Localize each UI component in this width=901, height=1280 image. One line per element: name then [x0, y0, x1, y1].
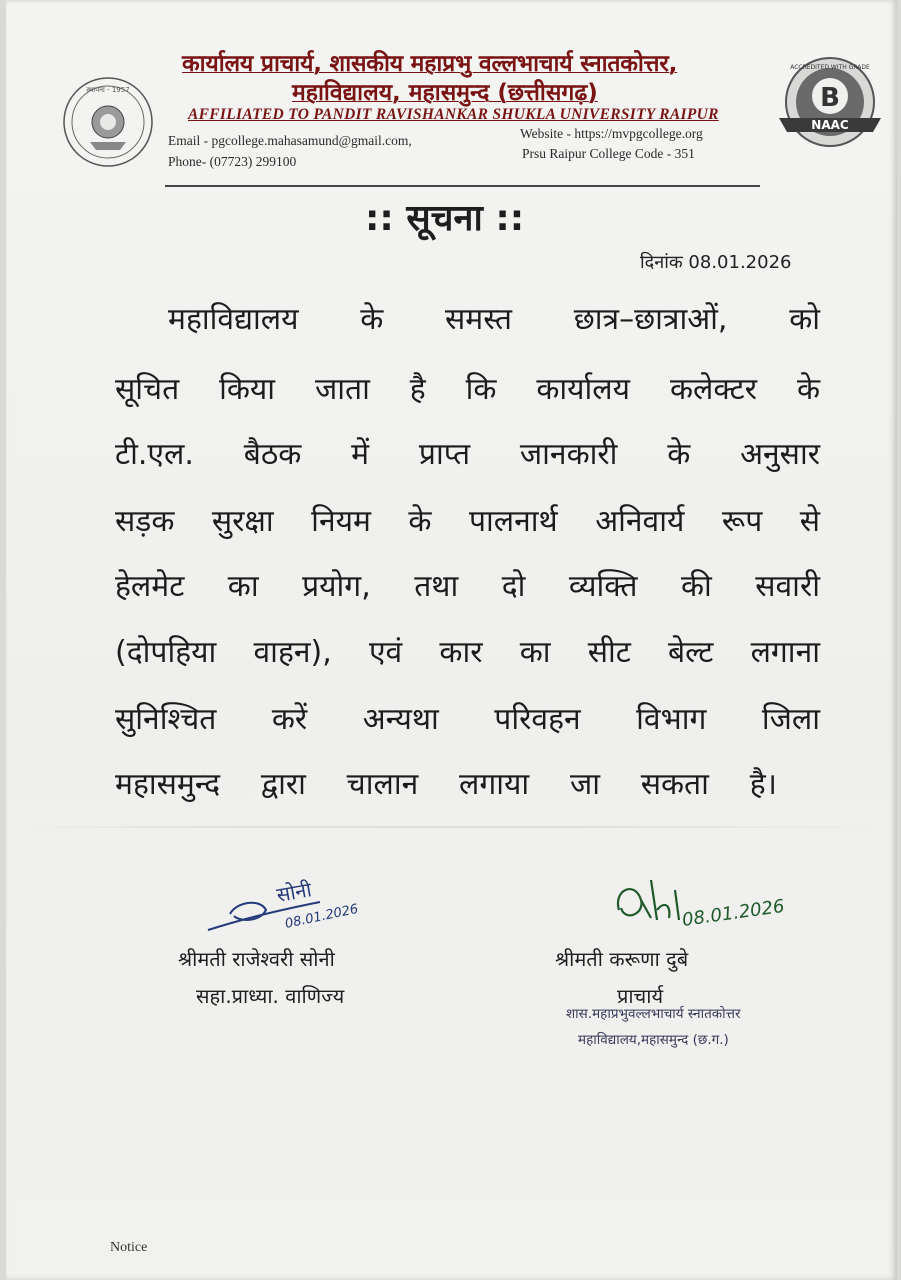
body-line: महाविद्यालय के समस्त छात्र–छात्राओं, को — [168, 302, 820, 337]
college-logo — [60, 70, 160, 180]
phone-text: Phone- (07723) 299100 — [168, 154, 297, 169]
right-signatory-designation: प्राचार्य — [617, 984, 664, 1008]
body-line: टी.एल. बैठक में प्राप्त जानकारी के अनुसार — [115, 437, 820, 472]
notice-title: :: सूचना :: — [365, 198, 525, 239]
body-line: सूचित किया जाता है कि कार्यालय कलेक्टर के — [115, 372, 820, 407]
college-stamp-line1: शास.महाप्रभुवल्लभाचार्य स्नातकोत्तर — [566, 1006, 741, 1022]
body-line: (दोपहिया वाहन), एवं कार का सीट बेल्ट लगाना — [115, 635, 820, 670]
affiliation-line: AFFILIATED TO PANDIT RAVISHANKAR SHUKLA UNIVERSITY RAIPUR — [188, 106, 719, 123]
header-office-line: कार्यालय प्राचार्य, शासकीय महाप्रभु वल्लभाचार्य स्नातकोत्तर, — [182, 51, 678, 77]
left-handwritten-date: 08.01.2026 — [283, 901, 360, 932]
college-stamp-line2: महाविद्यालय,महासमुन्द (छ.ग.) — [578, 1032, 729, 1048]
naac-logo — [775, 52, 885, 162]
right-signatory-name: श्रीमती करूणा दुबे — [555, 947, 689, 971]
website-text: Website - https://mvpgcollege.org — [520, 126, 703, 141]
notice-date: दिनांक 08.01.2026 — [640, 252, 792, 273]
footer-label: Notice — [110, 1240, 148, 1255]
left-signatory-designation: सहा.प्राध्या. वाणिज्य — [196, 984, 345, 1008]
header-college-line: महाविद्यालय, महासमुन्द (छत्तीसगढ़) — [292, 80, 598, 106]
body-line: सड़क सुरक्षा नियम के पालनार्थ अनिवार्य रूप से — [115, 504, 820, 539]
left-signature — [200, 872, 390, 942]
body-line: हेलमेट का प्रयोग, तथा दो व्यक्ति की सवारी — [115, 569, 820, 604]
email-text: Email - pgcollege.mahasamund@gmail.com, — [168, 133, 412, 148]
naac-ring-text: ACCREDITED WITH GRADE — [790, 64, 870, 71]
right-handwritten-date: 08.01.2026 — [680, 895, 786, 931]
naac-grade: B — [820, 83, 840, 113]
naac-label: NAAC — [811, 118, 849, 132]
logo-founded-text: स्थापना - 1957 — [86, 86, 130, 94]
body-line: सुनिश्चित करें अन्यथा परिवहन विभाग जिला — [115, 702, 820, 737]
left-handwritten-name: सोनी — [274, 877, 314, 907]
right-signature — [605, 870, 805, 940]
header-divider — [165, 185, 760, 187]
body-line: महासमुन्द द्वारा चालान लगाया जा सकता है। — [115, 767, 777, 802]
paper-fold — [20, 826, 890, 828]
left-signatory-name: श्रीमती राजेश्वरी सोनी — [178, 947, 335, 971]
college-code-text: Prsu Raipur College Code - 351 — [522, 146, 695, 161]
